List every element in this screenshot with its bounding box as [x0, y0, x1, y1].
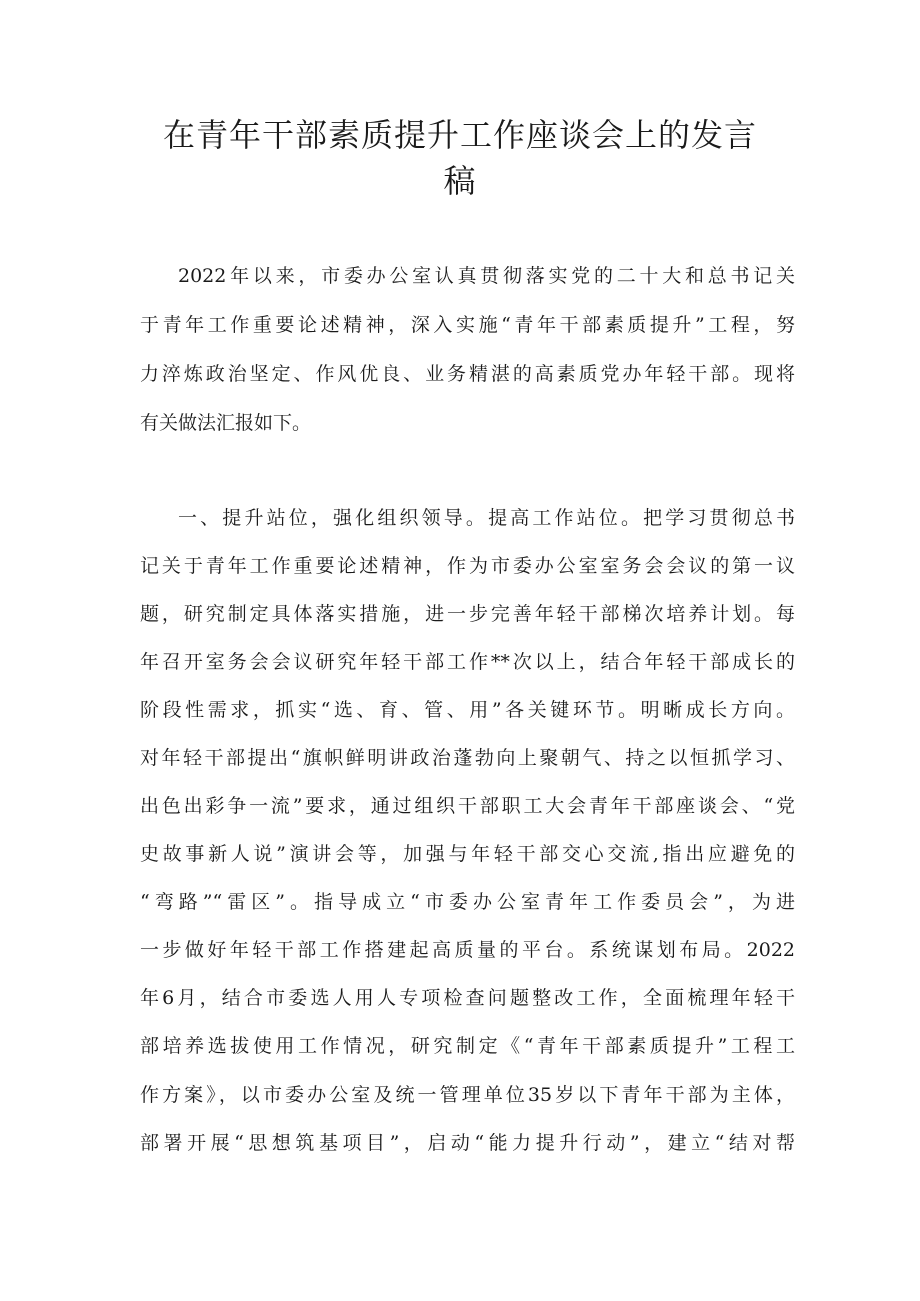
paragraph-line: 部培养选拔使用工作情况，研究制定《“青年干部素质提升”工程工 [140, 1035, 795, 1057]
paragraph-line: 2022年以来，市委办公室认真贯彻落实党的二十大和总书记关 [178, 265, 795, 287]
paragraph-line: 史故事新人说”演讲会等，加强与年轻干部交心交流,指出应避免的 [140, 843, 795, 865]
paragraph-line: 一、提升站位，强化组织领导。提高工作站位。把学习贯彻总书 [178, 507, 795, 529]
paragraph-line: 阶段性需求，抓实“选、育、管、用”各关键环节。明晰成长方向。 [140, 699, 795, 721]
title-line-2: 稿 [443, 162, 477, 200]
paragraph-line: 有关做法汇报如下。 [140, 412, 312, 434]
paragraph-line: 题，研究制定具体落实措施，进一步完善年轻干部梯次培养计划。每 [140, 603, 795, 625]
paragraph-line: 对年轻干部提出“旗帜鲜明讲政治蓬勃向上聚朝气、持之以恒抓学习、 [140, 747, 795, 769]
paragraph-line: 年召开室务会会议研究年轻干部工作**次以上，结合年轻干部成长的 [140, 651, 795, 673]
paragraph-line: “弯路”“雷区”。指导成立“市委办公室青年工作委员会”，为进 [140, 891, 795, 913]
paragraph-line: 年6月，结合市委选人用人专项检查问题整改工作，全面梳理年轻干 [140, 987, 795, 1009]
paragraph-line: 记关于青年工作重要论述精神，作为市委办公室室务会会议的第一议 [140, 555, 795, 577]
paragraph-line: 一步做好年轻干部工作搭建起高质量的平台。系统谋划布局。2022 [140, 939, 795, 961]
title-line-1: 在青年干部素质提升工作座谈会上的发言 [162, 116, 757, 154]
paragraph-line: 部署开展“思想筑基项目”，启动“能力提升行动”，建立“结对帮 [140, 1132, 795, 1154]
paragraph-line: 于青年工作重要论述精神，深入实施“青年干部素质提升”工程，努 [140, 314, 795, 336]
paragraph-line: 出色出彩争一流”要求，通过组织干部职工大会青年干部座谈会、“党 [140, 795, 795, 817]
paragraph-line: 作方案》，以市委办公室及统一管理单位35岁以下青年干部为主体， [140, 1084, 795, 1106]
paragraph-line: 力淬炼政治坚定、作风优良、业务精湛的高素质党办年轻干部。现将 [140, 363, 795, 385]
document-title [120, 112, 800, 204]
